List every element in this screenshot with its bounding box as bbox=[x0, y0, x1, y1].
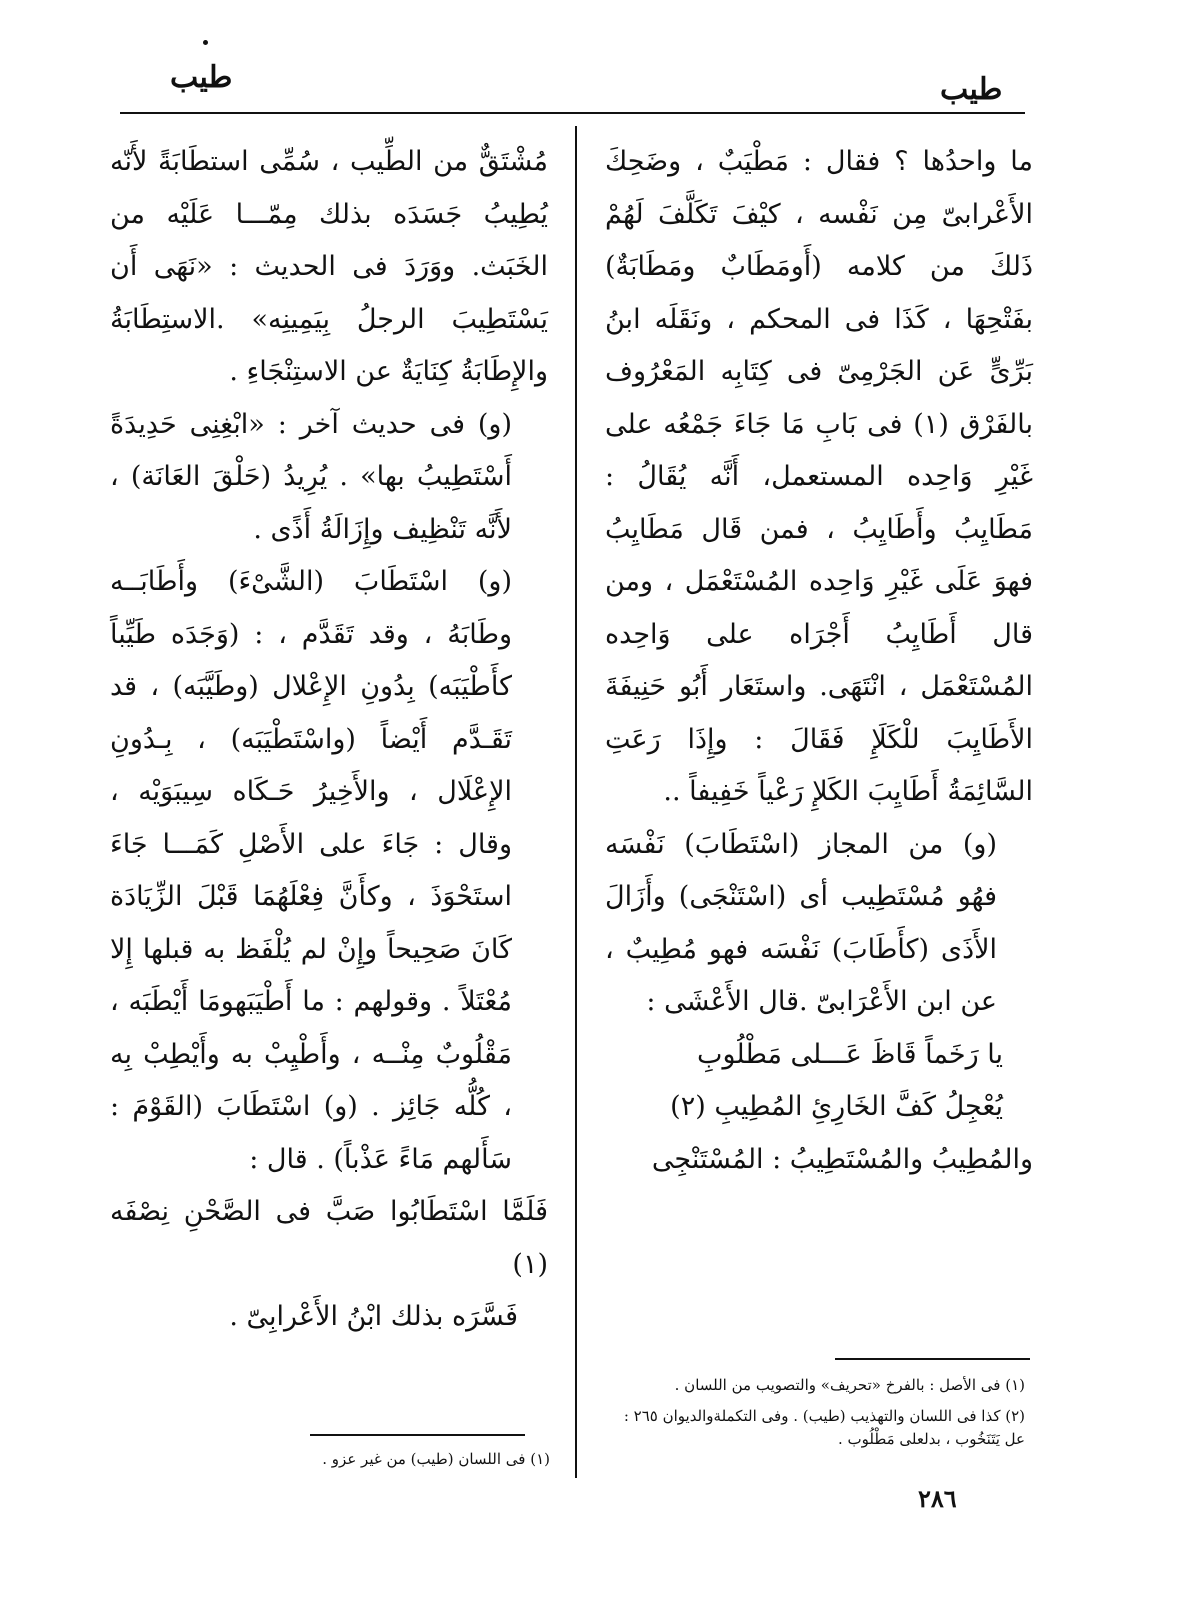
running-header-right: طيب bbox=[940, 72, 1003, 107]
running-header-left: طيب bbox=[170, 60, 233, 95]
column-divider bbox=[575, 126, 577, 1478]
right-paragraph-2: (و) من المجاز (اسْتَطَابَ) نَفْسَه فهُو مُسْتَطِيب أى (اسْتَنْجَى) وأَزَالَ الأَذَى (كأَطَابَ) نَفْسَه فهو مُطِيبٌ ، عن ابن الأَعْرَابىّ .قال الأَعْشَى : bbox=[605, 828, 997, 1017]
verse-line-1: يا رَخَماً قَاظَ عَـــلى مَطْلُوبِ bbox=[697, 1038, 1003, 1070]
left-paragraph-1: مُشْتَقٌّ من الطِّيب ، سُمِّى استطَابَةً لأَنّه يُطِيبُ جَسَدَه بذلك مِمّـــا عَلَيْه من الخَبَث. ووَرَدَ فى الحديث : «نَهَى أَن يَسْتَطِيبَ الرجلُ بِيَمِينِه» .الاستِطَابَةُ والإِطَابَةُ كِنَايَةٌ عن الاستِنْجَاءِ . bbox=[110, 146, 548, 387]
verse-line-2: يُعْجِلُ كَفَّ الخَارِئِ المُطِيبِ (٢) bbox=[670, 1091, 1003, 1122]
left-closing-line: فَسَّرَه بذلك ابْنُ الأَعْرابِىّ . bbox=[229, 1301, 518, 1332]
right-paragraph-1: ما واحدُها ؟ فقال : مَطْيَبٌ ، وضَحِكَ الأَعْرابىّ مِن نَفْسه ، كيْفَ تَكَلَّفَ لَهُمْ ذَلكَ من كلامه (أَومَطَابٌ ومَطَابَةٌ) بفَتْحِهَا ، كَذَا فى المحكم ، ونَقَلَه ابنُ بَرِّىٍّ عَن الجَرْمِىّ فى كِتَابِه المَعْرُوف بالفَرْق (١) فى بَابِ مَا جَاءَ جَمْعُه على غَيْرِ وَاحِده المستعمل، أَنَّه يُقَالُ : مَطَايِبُ وأَطَايِبُ ، فمن قَال مَطَايِبُ فهوَ عَلَى غَيْرِ وَاحِده المُسْتَعْمَل ، ومن قال أَطَايِبُ أَجْرَاه على وَاحِده المُسْتَعْمَل ، انْتَهَى. واستَعَار أَبُو حَنِيفَةَ الأَطَايِبَ للْكَلَإِ فَقَالَ : وإِذَا رَعَتِ السَّائِمَةُ أَطَايِبَ الكَلإِ رَعْياً خَفِيفاً .. bbox=[605, 146, 1033, 807]
left-paragraph-2: (و) فى حديث آخر : «ابْغِنِى حَدِيدَةً أَسْتَطِيبُ بها» . يُرِيدُ (حَلْقَ العَانَة) ، لأَنَّه تَنْظِيف وإِزَالَةُ أَذًى . bbox=[110, 408, 512, 545]
header-rule bbox=[120, 112, 1025, 114]
left-verse-line: فَلَمَّا اسْتَطَابُوا صَبَّ فى الصَّحْنِ نِصْفَه (١) bbox=[110, 1196, 548, 1280]
footnote-right-1: (١) فى الأصل : بالفرخ «تحريف» والتصويب من اللسان . bbox=[674, 1376, 1025, 1394]
footnote-left-1: (١) فى اللسان (طيب) من غير عزو . bbox=[322, 1450, 550, 1468]
left-column bbox=[110, 136, 548, 1344]
footnotes-left bbox=[230, 1448, 550, 1479]
right-closing-line: والمُطِيبُ والمُسْتَطِيبُ : المُسْتَنْجِى bbox=[651, 1143, 1033, 1175]
footnotes-right bbox=[605, 1374, 1025, 1459]
left-paragraph-3: (و) اسْتَطَابَ (الشَّىْءَ) وأَطَابَــه وطَابَهُ ، وقد تَقَدَّم ، : (وَجَدَه طَيِّباً كأَطْيَبَه) بِدُونِ الإِعْلال (وطَيَّبَه) ، قد تَقَـدَّم أَيْضاً (واسْتَطْيَبَه) ، بِـدُونِ الإِعْلَال ، والأَخِيرُ حَـكَاه سِيبَوَيْه ، وقال : جَاءَ على الأَصْلِ كَمَـــا جَاءَ استَحْوَذَ ، وكأَنَّ فِعْلَهُمَا قَبْلَ الزِّيَادَة كَانَ صَحِيحاً وإِنْ لم يُلْفَظ به قبلها إِلا مُعْتَلاً . وقولهم : ما أَطْيَبَهومَا أَيْطَبَه ، مَقْلُوبٌ مِنْــه ، وأَطْيِبْ به وأَيْطِبْ بِه ، كُلُّه جَائِز . (و) اسْتَطَابَ (القَوْمَ : سَأَلهم مَاءً عَذْباً) . قال : bbox=[110, 566, 512, 1175]
footnote-rule-left bbox=[310, 1434, 525, 1436]
footnote-rule-right bbox=[835, 1358, 1030, 1360]
page-number: ٢٨٦ bbox=[918, 1484, 957, 1513]
print-dot bbox=[203, 40, 208, 45]
right-column bbox=[605, 136, 1033, 1186]
footnote-right-2: (٢) كذا فى اللسان والتهذيب (طيب) . وفى التكملةوالديوان ٢٦٥ : عل يَتَنَخُوب ، بدلعلى مَطْلُوب . bbox=[623, 1407, 1025, 1448]
